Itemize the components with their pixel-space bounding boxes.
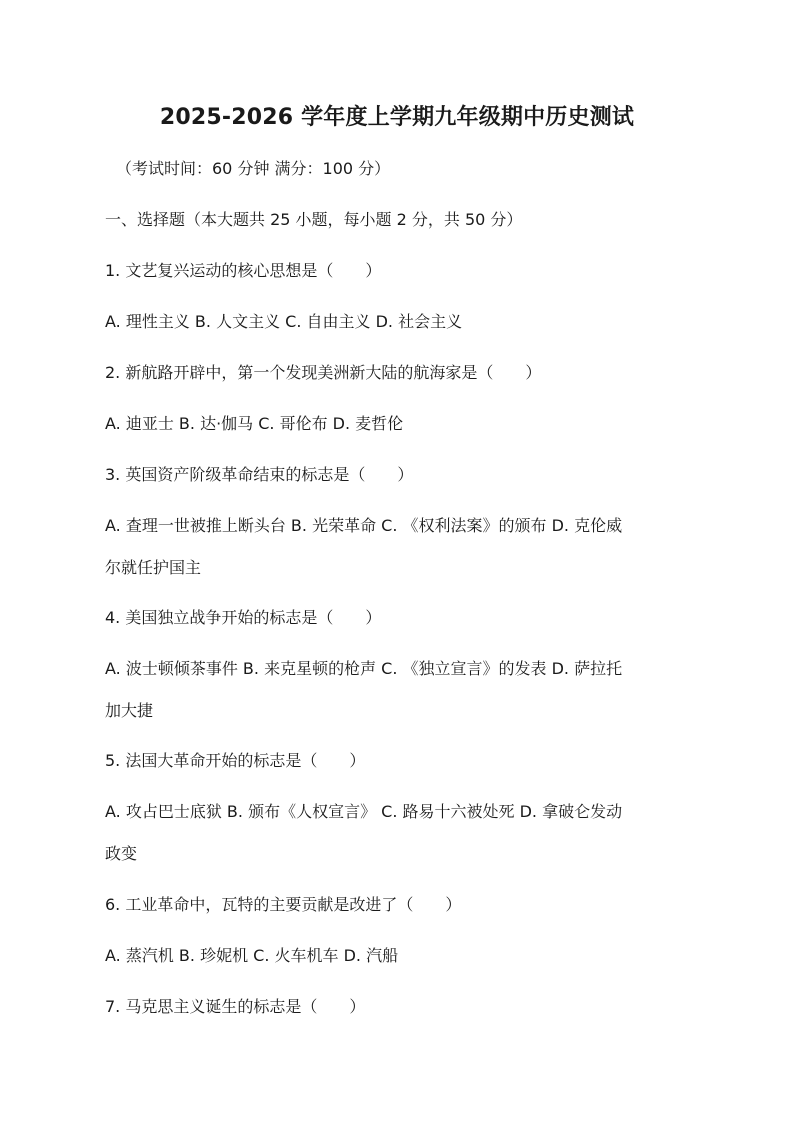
question-5-options: A. 攻占巴士底狱 B. 颁布《人权宣言》 C. 路易十六被处死 D. 拿破仑发动 <box>105 802 623 821</box>
question-3-stem: 3. 英国资产阶级革命结束的标志是（ ） <box>105 465 414 484</box>
question-4-stem: 4. 美国独立战争开始的标志是（ ） <box>105 608 382 627</box>
section-heading: 一、选择题（本大题共 25 小题，每小题 2 分，共 50 分） <box>105 210 523 229</box>
exam-title: 2025-2026 学年度上学期九年级期中历史测试 <box>159 105 635 130</box>
question-2-options: A. 迪亚士 B. 达·伽马 C. 哥伦布 D. 麦哲伦 <box>105 414 404 433</box>
question-1-options: A. 理性主义 B. 人文主义 C. 自由主义 D. 社会主义 <box>105 312 463 331</box>
question-1-stem: 1. 文艺复兴运动的核心思想是（ ） <box>105 261 382 280</box>
question-2-stem: 2. 新航路开辟中，第一个发现美洲新大陆的航海家是（ ） <box>105 363 542 382</box>
question-5-options-cont: 政变 <box>105 844 138 863</box>
question-5-stem: 5. 法国大革命开始的标志是（ ） <box>105 751 366 770</box>
question-3-options-cont: 尔就任护国主 <box>105 558 202 577</box>
question-6-stem: 6. 工业革命中，瓦特的主要贡献是改进了（ ） <box>105 895 462 914</box>
question-4-options-cont: 加大捷 <box>105 701 154 720</box>
question-4-options: A. 波士顿倾茶事件 B. 来克星顿的枪声 C. 《独立宣言》的发表 D. 萨拉托 <box>105 659 623 678</box>
exam-info: （考试时间：60 分钟 满分：100 分） <box>116 159 391 178</box>
question-6-options: A. 蒸汽机 B. 珍妮机 C. 火车机车 D. 汽船 <box>105 946 399 965</box>
question-3-options: A. 查理一世被推上断头台 B. 光荣革命 C. 《权利法案》的颁布 D. 克伦威 <box>105 516 623 535</box>
question-7-stem: 7. 马克思主义诞生的标志是（ ） <box>105 997 366 1016</box>
